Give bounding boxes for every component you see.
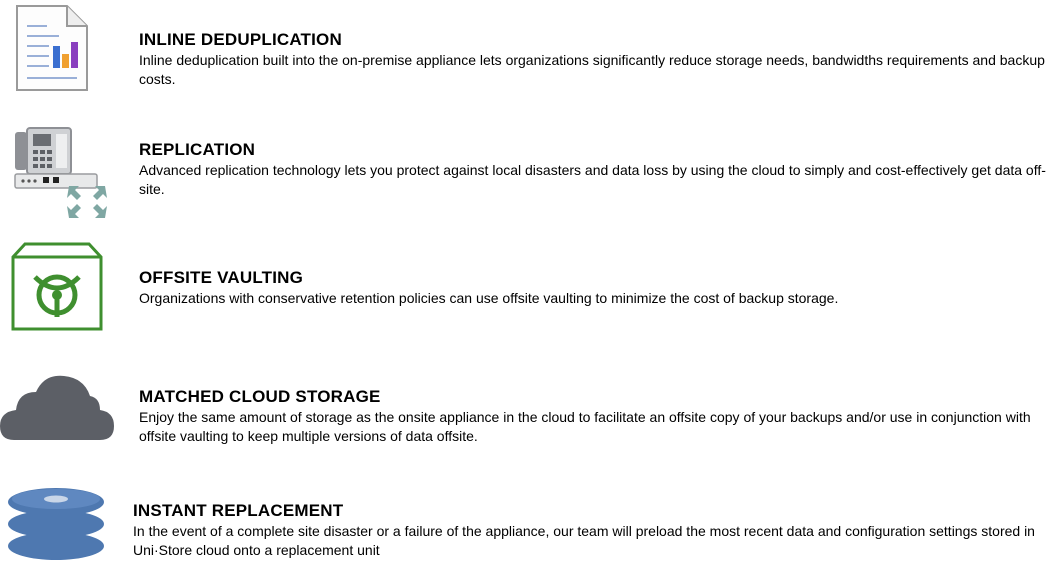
document-chart-icon [15, 4, 89, 92]
disk-stack-icon [6, 486, 106, 562]
vault-box-icon [11, 241, 103, 333]
feature-title: INLINE DEDUPLICATION [139, 30, 342, 49]
feature-description: In the event of a complete site disaster or a failure of the appliance, our team will preload the most recent data and configuration settings stored in Uni·Store cloud onto a replacement unit [133, 523, 1035, 558]
cloud-icon [0, 374, 116, 442]
feature-description: Inline deduplication built into the on-premise appliance lets organizations significantly reduce storage needs, bandwidths requirements and backup costs. [139, 52, 1045, 87]
feature-title: REPLICATION [139, 140, 256, 159]
feature-description: Organizations with conservative retention policies can use offsite vaulting to minimize the cost of backup storage. [139, 290, 839, 306]
feature-title: MATCHED CLOUD STORAGE [139, 387, 381, 406]
feature-description: Enjoy the same amount of storage as the onsite appliance in the cloud to facilitate an offsite copy of your backups and/or use in conjunction with offsite vaulting to keep multiple versions of data offsite. [139, 409, 1031, 444]
feature-title: INSTANT REPLACEMENT [133, 501, 344, 520]
phone-network-icon [13, 126, 109, 220]
feature-description: Advanced replication technology lets you protect against local disasters and data loss by using the cloud to simply and cost-effectively get data off-site. [139, 162, 1046, 197]
feature-title: OFFSITE VAULTING [139, 268, 304, 287]
